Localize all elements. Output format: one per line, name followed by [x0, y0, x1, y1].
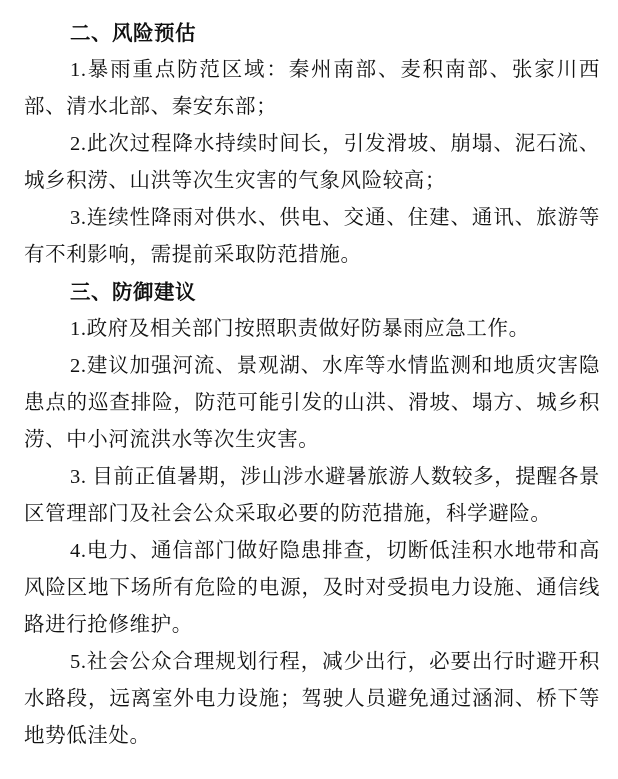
advice-item-2: 2.建议加强河流、景观湖、水库等水情监测和地质灾害隐患点的巡查排险，防范可能引发的山洪、滑坡、塌方、城乡积涝、中小河流洪水等次生灾害。 — [24, 355, 600, 451]
section-heading-defense-advice: 三、防御建议 — [70, 280, 196, 304]
advice-item-1: 1.政府及相关部门按照职责做好防暴雨应急工作。 — [70, 318, 530, 340]
advice-item-4: 4.电力、通信部门做好隐患排查，切断低洼积水地带和高风险区地下场所有危险的电源，及时对受损电力设施、通信线路进行抢修维护。 — [24, 540, 600, 636]
advice-item-3: 3. 目前正值暑期，涉山涉水避暑旅游人数较多，提醒各景区管理部门及社会公众采取必要的防范措施，科学避险。 — [24, 466, 600, 525]
risk-item-3: 3.连续性降雨对供水、供电、交通、住建、通讯、旅游等有不利影响，需提前采取防范措施。 — [24, 207, 600, 266]
section-heading-risk-assessment: 二、风险预估 — [70, 21, 196, 45]
document-body — [24, 15, 600, 755]
risk-item-1: 1.暴雨重点防范区域：秦州南部、麦积南部、张家川西部、清水北部、秦安东部； — [24, 59, 600, 118]
section-risk-assessment — [24, 15, 600, 274]
advice-item-5: 5.社会公众合理规划行程，减少出行，必要出行时避开积水路段，远离室外电力设施；驾驶人员避免通过涵洞、桥下等地势低洼处。 — [24, 651, 600, 747]
section-defense-advice — [24, 274, 600, 755]
risk-item-2: 2.此次过程降水持续时间长，引发滑坡、崩塌、泥石流、城乡积涝、山洪等次生灾害的气象风险较高； — [24, 133, 600, 192]
